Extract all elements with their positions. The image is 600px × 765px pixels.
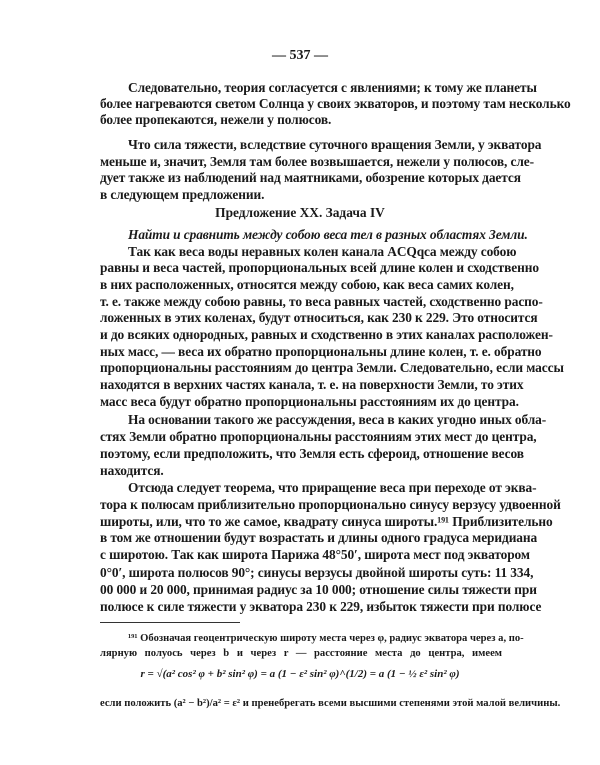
footnote-divider [100,622,240,623]
text-line: На основании такого же рассуждения, веса в каких угодно иных обла- [128,412,547,427]
text-line: меньше и, значит, Земля там более возвышается, нежели у полюсов, сле- [100,154,534,169]
text-line: пропорциональны расстояниям до центра Земли. Следовательно, если массы [100,360,564,375]
text-line: Следовательно, теория согласуется с явлениями; к тому же планеты [128,80,537,95]
footnote-line: если положить (a² − b²)/a² = ε² и пренебрегать всеми высшими степенями этой малой величины. [100,698,561,709]
text-line: в них расположенных, относятся между собою, как веса самих колен, [100,277,514,292]
text-line: ных масс, — веса их обратно пропорциональны длине колен, т. е. обратно [100,344,542,359]
text-line: стях Земли обратно пропорциональны расстояниям этих мест до центра, [100,429,537,444]
text-line: Отсюда следует теорема, что приращение веса при переходе от эква- [128,480,537,495]
text-line: широты, или, что то же самое, квадрату синуса широты.¹⁹¹ Приблизительно [100,514,553,529]
text-line: поэтому, если предположить, что Земля есть сфероид, отношение весов [100,446,524,461]
text-line: более пропекаются, нежели у полюсов. [100,112,332,127]
text-line: полюсе к силе тяжести у экватора 230 к 229, избыток тяжести при полюсе [100,599,542,614]
footnote-line: лярную полуось через b и через r — расстояние места до центра, имеем [100,648,502,659]
text-line: равны и веса частей, пропорциональных всей длине колен и сходственно [100,260,539,275]
text-line: с широтою. Так как широта Парижа 48°50′, широта мест под экватором [100,547,530,562]
section-heading: Предложение XX. Задача IV [215,205,385,220]
footnote-formula: r = √(a² cos² φ + b² sin² φ) = a (1 − ε² sin² φ)^(1/2) = a (1 − ½ ε² sin² φ) [140,668,460,680]
footnote-line: ¹⁹¹ Обозначая геоцентрическую широту места через φ, радиус экватора через a, по- [128,633,524,644]
text-line: в том же отношении будут возрастать и длины одного градуса меридиана [100,530,538,545]
text-line: более нагреваются светом Солнца у своих экваторов, и поэтому там несколько [100,96,571,111]
text-line: тора к полюсам приблизительно пропорционально синусу верзусу удвоенной [100,497,561,512]
problem-statement: Найти и сравнить между собою веса тел в разных областях Земли. [128,227,528,242]
text-line: ложенных в этих коленах, будут относиться, как 230 к 229. Это относится [100,310,538,325]
text-line: находятся в верхних частях канала, т. е. на поверхности Земли, то этих [100,377,524,392]
text-line: 0°0′, широта полюсов 90°; синусы верзусы двойной широты суть: 11 334, [100,565,534,580]
text-line: 00 000 и 20 000, принимая радиус за 10 000; отношение силы тяжести при [100,582,537,597]
text-line: и до всяких однородных, равных и сходственно в этих каналах расположен- [100,327,553,342]
text-line: Так как веса воды неравных колен канала ACQqca между собою [128,244,517,259]
text-line: Что сила тяжести, вследствие суточного вращения Земли, у экватора [128,137,542,152]
text-line: масс веса будут обратно пропорциональны расстояниям их до центра. [100,394,519,409]
text-line: т. е. также между собою равны, то веса равных частей, сходственно распо- [100,294,543,309]
page-number: — 537 — [272,48,328,63]
text-line: находится. [100,463,164,478]
text-line: дует также из наблюдений над маятниками, обозрение которых дается [100,170,521,185]
text-line: в следующем предложении. [100,187,265,202]
